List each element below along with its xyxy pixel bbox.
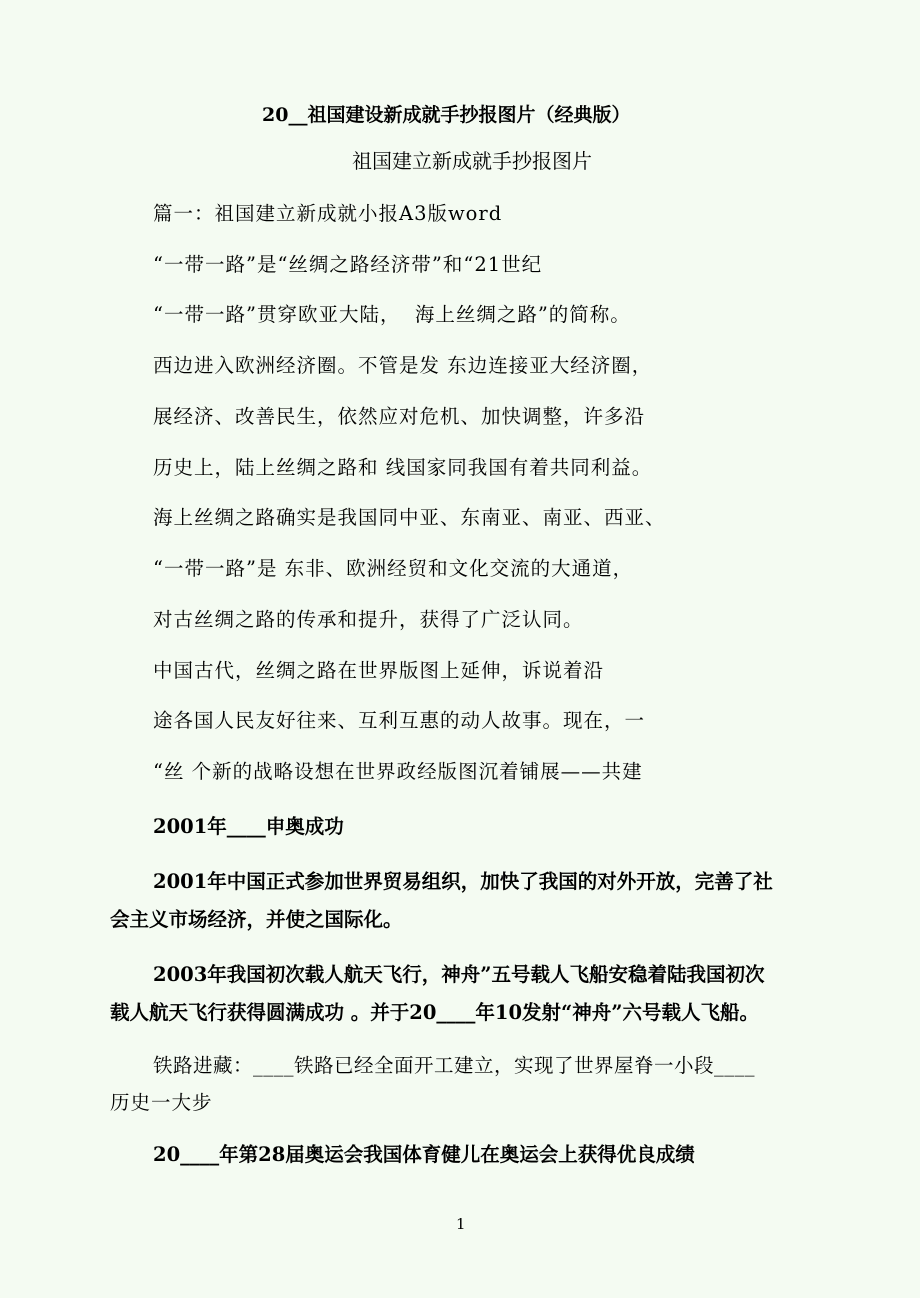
- text-line: 海上丝绸之路确实是我国同中亚、东南亚、南亚、西亚、: [153, 506, 666, 529]
- paragraph-line: 铁路进藏：____铁路已经全面开工建立，实现了世界屋脊一小段____: [153, 1054, 756, 1077]
- text-line: 历史上，陆上丝绸之路和 线国家同我国有着共同利益。: [153, 456, 653, 479]
- text-line: 展经济、改善民生，依然应对危机、加快调整，许多沿: [153, 405, 646, 428]
- text-line: 途各国人民友好往来、互利互惠的动人故事。现在，一: [153, 709, 646, 732]
- text-line: 西边进入欧洲经济圈。不管是发 东边连接亚大经济圈，: [153, 354, 653, 377]
- paragraph-line: 历史一大步: [110, 1091, 213, 1114]
- text-line: 篇一：祖国建立新成就小报A3版word: [153, 202, 503, 225]
- paragraph-line: 会主义市场经济，并使之国际化。: [110, 908, 403, 931]
- page-subtitle: 祖国建立新成就手抄报图片: [352, 149, 592, 173]
- text-line: 对古丝绸之路的传承和提升，获得了广泛认同。: [153, 608, 584, 631]
- paragraph-line: 2001年中国正式参加世界贸易组织，加快了我国的对外开放，完善了社: [153, 870, 773, 893]
- paragraph-line: 20____年第28届奥运会我国体育健儿在奥运会上获得优良成绩: [153, 1143, 695, 1166]
- text-line: “一带一路”贯穿欧亚大陆， 海上丝绸之路”的简称。: [153, 303, 631, 326]
- page-title: 20__祖国建设新成就手抄报图片（经典版）: [262, 104, 631, 126]
- text-line: “一带一路”是 东非、欧洲经贸和文化交流的大通道，: [153, 557, 634, 580]
- text-line: 中国古代，丝绸之路在世界版图上延伸，诉说着沿: [153, 659, 605, 682]
- paragraph-line: 载人航天飞行获得圆满成功 。并于20____年10发射“神舟”六号载人飞船。: [110, 1001, 759, 1024]
- text-line: “一带一路”是“丝绸之路经济带”和“21世纪: [153, 253, 543, 276]
- page-number: 1: [456, 1215, 466, 1233]
- section-heading: 2001年____申奥成功: [153, 815, 344, 838]
- text-line: “丝 个新的战略设想在世界政经版图沉着铺展——共建: [153, 760, 643, 783]
- paragraph-line: 2003年我国初次载人航天飞行，神舟”五号载人飞船安稳着陆我国初次: [153, 963, 765, 986]
